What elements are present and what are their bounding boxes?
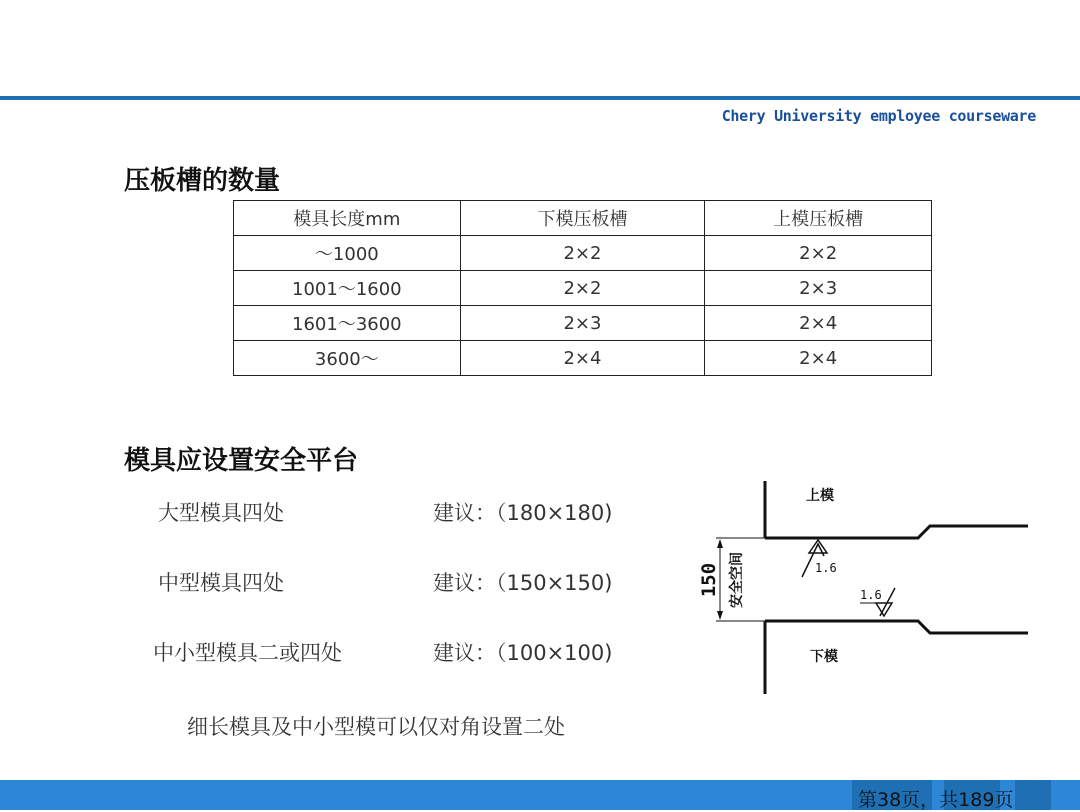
cell-lower: 2×2 [460, 236, 705, 271]
top-rule [0, 96, 1080, 100]
slot-count-table [233, 200, 932, 376]
diagonal-note: 细长模具及中小型模可以仅对角设置二处 [187, 715, 565, 739]
cell-upper: 2×4 [705, 341, 932, 376]
safety-space-diagram [690, 476, 1040, 701]
header-upper-die-slots: 上模压板槽 [705, 201, 932, 236]
recommendation-size: 建议：（180×180) [433, 501, 613, 525]
table-header-row [234, 201, 932, 236]
recommendation-size: 建议：（150×150) [433, 571, 613, 595]
recommendation-label: 中型模具四处 [158, 571, 284, 595]
upper-die-profile [765, 526, 1028, 538]
cell-length: 1601～3600 [234, 306, 461, 341]
page-indicator: 第38页，共189页 [858, 789, 1014, 811]
dimension-value: 150 [698, 562, 720, 598]
lower-die-label: 下模 [810, 649, 838, 665]
cell-upper: 2×2 [705, 236, 932, 271]
section-title-safety-platform: 模具应设置安全平台 [124, 446, 359, 476]
table-row [234, 341, 932, 376]
table-row [234, 306, 932, 341]
header-lower-die-slots: 下模压板槽 [460, 201, 705, 236]
table-row [234, 236, 932, 271]
recommendation-label: 大型模具四处 [158, 501, 284, 525]
cell-lower: 2×4 [460, 341, 705, 376]
upper-die-label: 上模 [806, 488, 834, 504]
roughness-value-lower: 1.6 [860, 588, 882, 602]
cell-length: 1001～1600 [234, 271, 461, 306]
header-die-length: 模具长度mm [234, 201, 461, 236]
table-row [234, 271, 932, 306]
cell-upper: 2×3 [705, 271, 932, 306]
recommendation-label: 中小型模具二或四处 [153, 641, 342, 665]
section-title-slots: 压板槽的数量 [124, 166, 281, 196]
cell-lower: 2×3 [460, 306, 705, 341]
courseware-brand: Chery University employee courseware [721, 107, 1036, 125]
cell-length: ～1000 [234, 236, 461, 271]
recommendation-size: 建议：（100×100) [433, 641, 613, 665]
roughness-value-upper: 1.6 [815, 561, 837, 575]
safety-space-label: 安全空间 [729, 552, 745, 608]
footer-block [1015, 780, 1051, 810]
cell-upper: 2×4 [705, 306, 932, 341]
cell-lower: 2×2 [460, 271, 705, 306]
lower-die-profile [765, 621, 1028, 633]
cell-length: 3600～ [234, 341, 461, 376]
